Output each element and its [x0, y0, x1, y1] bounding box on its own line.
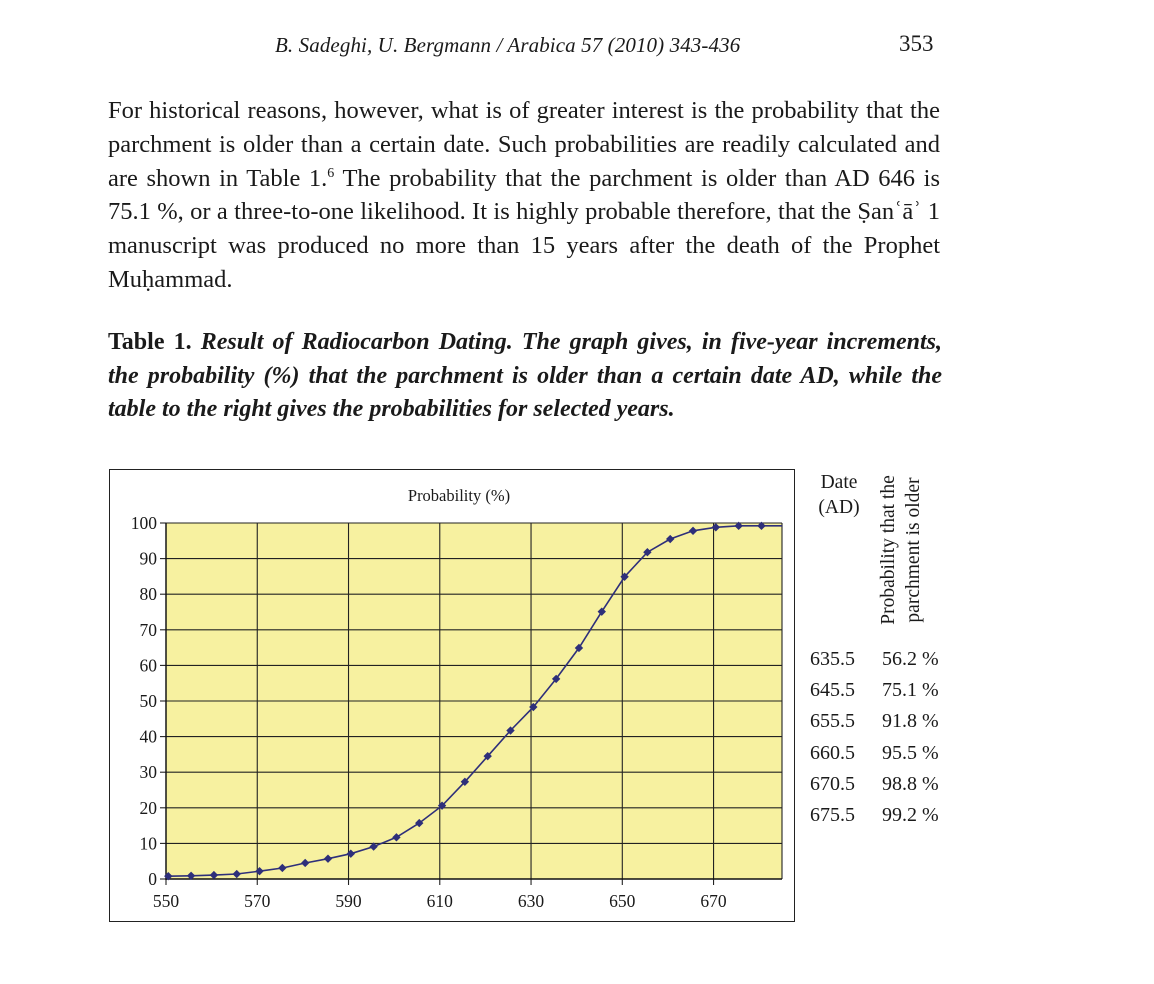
y-tick-label-10: 100 — [130, 513, 157, 533]
table-row — [810, 742, 939, 765]
table-cell-date: 660.5 — [810, 742, 855, 764]
running-head: B. Sadeghi, U. Bergmann / Arabica 57 (2010) 343-436 — [275, 33, 741, 57]
x-tick-label-2: 590 — [335, 891, 362, 911]
x-tick-label-6: 670 — [700, 891, 727, 911]
probability-chart — [110, 470, 796, 923]
table-row — [810, 679, 939, 702]
body-text-part2: The probability that the parchment is older than AD 646 is 75.1 %, or a three-to-one likelihood. It is highly probable therefore, that the Ṣanʿāʾ 1 manuscript was produced no more than 15 years after the death of the Prophet Muḥammad. — [108, 164, 940, 293]
table-row — [810, 804, 939, 827]
page-number: 353 — [899, 31, 934, 56]
table-header-date: Date (AD) — [818, 472, 860, 518]
x-tick-label-3: 610 — [426, 891, 453, 911]
table-header-probability: Probability that the parchment is older — [878, 475, 924, 625]
table-row — [810, 648, 939, 671]
y-tick-label-1: 10 — [139, 833, 157, 854]
table-cell-date: 645.5 — [810, 679, 855, 701]
table-caption — [108, 326, 942, 427]
y-tick-label-0: 0 — [148, 869, 157, 889]
table-cell-date: 675.5 — [810, 804, 855, 826]
table-cell-probability: 56.2 % — [882, 648, 939, 670]
table-cell-probability: 91.8 % — [882, 710, 939, 732]
table-cell-probability: 75.1 % — [882, 679, 939, 701]
y-tick-label-3: 30 — [139, 762, 157, 783]
table-cell-date: 655.5 — [810, 710, 855, 732]
y-tick-label-2: 20 — [139, 797, 157, 818]
table-row — [810, 773, 939, 796]
table-row — [810, 710, 939, 733]
table-cell-date: 670.5 — [810, 773, 855, 795]
x-tick-label-0: 550 — [152, 891, 180, 911]
y-tick-label-8: 80 — [139, 584, 157, 605]
x-tick-label-5: 650 — [609, 891, 636, 911]
y-tick-label-4: 40 — [139, 726, 157, 747]
body-text-part1: For historical reasons, however, what is of greater interest is the probability that the parchment is older than a certain date. Such probabilities are readily calculated and are shown in Table 1. — [108, 97, 940, 192]
chart-title: Probability (%) — [407, 486, 511, 505]
table-cell-probability: 98.8 % — [882, 773, 939, 795]
table-cell-date: 635.5 — [810, 648, 855, 670]
caption-label: Table 1. — [108, 329, 201, 355]
body-paragraph — [108, 94, 940, 297]
y-tick-label-5: 50 — [139, 691, 157, 711]
chart-frame — [109, 469, 795, 922]
table-cell-probability: 99.2 % — [882, 804, 939, 826]
y-tick-label-6: 60 — [139, 655, 157, 676]
table-cell-probability: 95.5 % — [882, 742, 939, 764]
y-tick-label-9: 90 — [139, 548, 157, 569]
x-tick-label-4: 630 — [517, 891, 545, 911]
footnote-reference[interactable]: 6 — [327, 165, 335, 181]
caption-text: Result of Radiocarbon Dating. The graph gives, in five-year increments, the probability (%) that the parchment is older than a certain date AD, while the table to the right gives the probabilities for selected years. — [108, 329, 942, 422]
y-tick-label-7: 70 — [139, 619, 157, 640]
x-tick-label-1: 570 — [244, 891, 271, 911]
